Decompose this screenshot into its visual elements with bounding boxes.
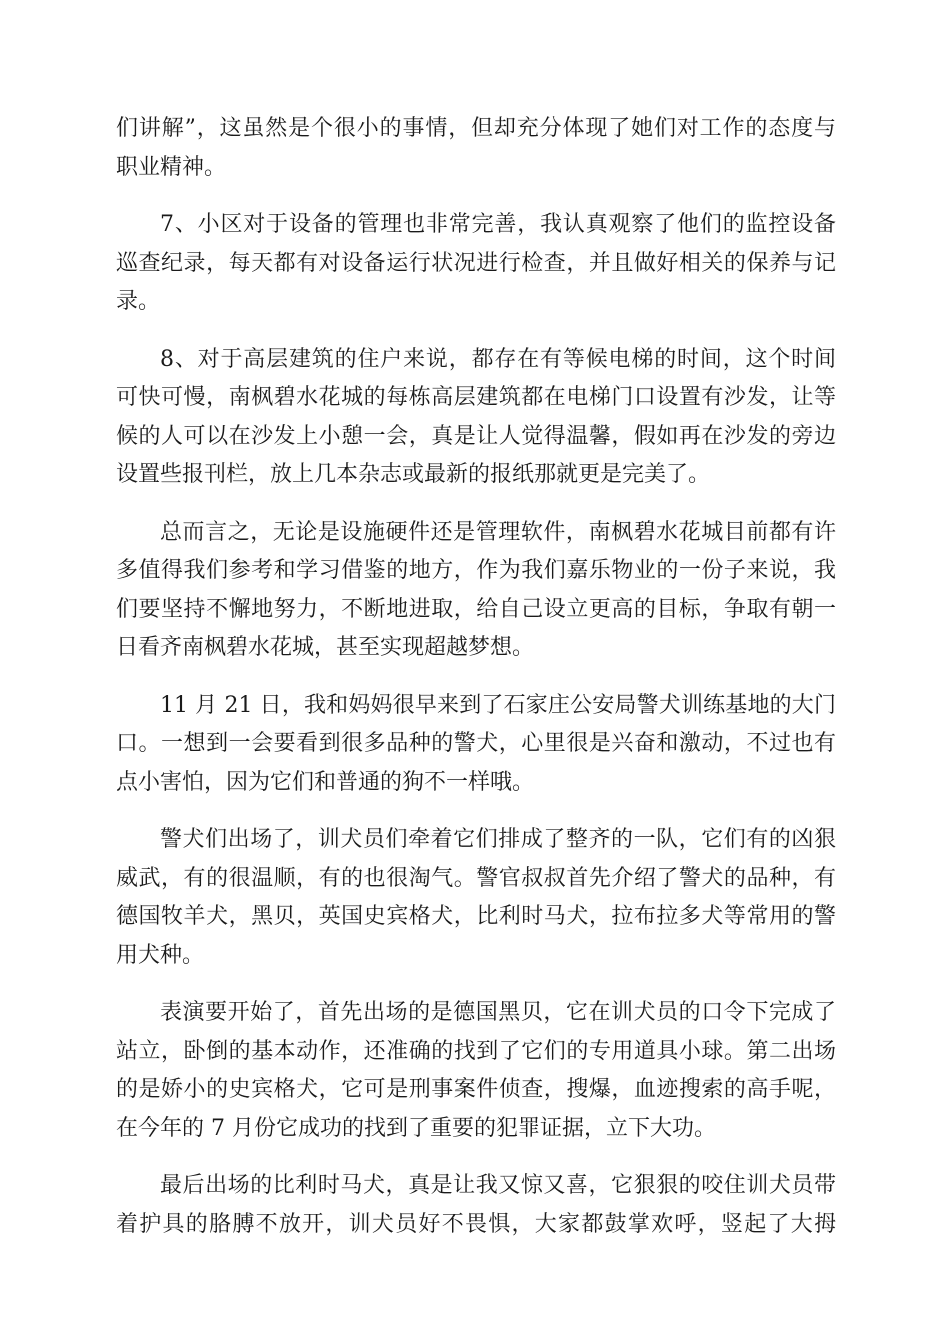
text-line: 候的人可以在沙发上小憩一会，真是让人觉得温馨，假如再在沙发的旁边 xyxy=(116,423,836,449)
text-line: 总而言之，无论是设施硬件还是管理软件，南枫碧水花城目前都有许 xyxy=(160,519,836,545)
text-line: 表演要开始了，首先出场的是德国黑贝，它在训犬员的口令下完成了 xyxy=(160,1000,836,1025)
text-line: 职业精神。 xyxy=(116,154,227,180)
text-line: 设置些报刊栏，放上几本杂志或最新的报纸那就更是完美了。 xyxy=(116,462,711,487)
text-line: 日看齐南枫碧水花城，甚至实现超越梦想。 xyxy=(116,635,535,660)
text-line: 7、小区对于设备的管理也非常完善，我认真观察了他们的监控设备 xyxy=(160,212,836,237)
document-body xyxy=(116,110,836,1263)
text-line: 多值得我们参考和学习借鉴的地方，作为我们嘉乐物业的一份子来说，我 xyxy=(116,558,836,583)
text-line: 口。一想到一会要看到很多品种的警犬，心里很是兴奋和激动，不过也有 xyxy=(116,731,836,756)
paragraph-continued xyxy=(116,110,836,187)
text-line: 着护具的胳膊不放开，训犬员好不畏惧，大家都鼓掌欢呼，竖起了大拇 xyxy=(116,1211,836,1237)
text-line: 11 月 21 日，我和妈妈很早来到了石家庄公安局警犬训练基地的大门 xyxy=(160,692,836,718)
text-line: 德国牧羊犬，黑贝，英国史宾格犬，比利时马犬，拉布拉多犬等常用的警 xyxy=(116,904,836,929)
text-line: 用犬种。 xyxy=(116,942,205,968)
text-line: 站立，卧倒的基本动作，还准确的找到了它们的专用道具小球。第二出场 xyxy=(116,1038,836,1064)
paragraph-performance xyxy=(116,994,836,1148)
paragraph-finale xyxy=(116,1167,836,1244)
paragraph-dogs-enter xyxy=(116,821,836,975)
paragraph-item-8 xyxy=(116,341,836,495)
text-line: 的是娇小的史宾格犬，它可是刑事案件侦查，搜爆，血迹搜索的高手呢， xyxy=(116,1077,836,1102)
text-line: 巡查纪录，每天都有对设备运行状况进行检查，并且做好相关的保养与记 xyxy=(116,250,836,276)
paragraph-summary xyxy=(116,514,836,668)
text-line: 们讲解”，这虽然是个很小的事情，但却充分体现了她们对工作的态度与 xyxy=(116,116,836,141)
text-line: 可快可慢，南枫碧水花城的每栋高层建筑都在电梯门口设置有沙发，让等 xyxy=(116,385,836,410)
text-line: 在今年的 7 月份它成功的找到了重要的犯罪证据，立下大功。 xyxy=(116,1115,716,1141)
text-line: 威武，有的很温顺，有的也很淘气。警官叔叔首先介绍了警犬的品种，有 xyxy=(116,865,836,891)
paragraph-date-visit xyxy=(116,687,836,803)
paragraph-item-7 xyxy=(116,206,836,322)
text-line: 们要坚持不懈地努力，不断地进取，给自己设立更高的目标，争取有朝一 xyxy=(116,596,836,622)
text-line: 点小害怕，因为它们和普通的狗不一样哦。 xyxy=(116,769,535,795)
text-line: 警犬们出场了，训犬员们牵着它们排成了整齐的一队，它们有的凶狠 xyxy=(160,827,836,852)
text-line: 最后出场的比利时马犬，真是让我又惊又喜，它狠狠的咬住训犬员带 xyxy=(160,1173,836,1198)
text-line: 8、对于高层建筑的住户来说，都存在有等候电梯的时间，这个时间 xyxy=(160,346,836,372)
text-line: 录。 xyxy=(116,289,161,314)
